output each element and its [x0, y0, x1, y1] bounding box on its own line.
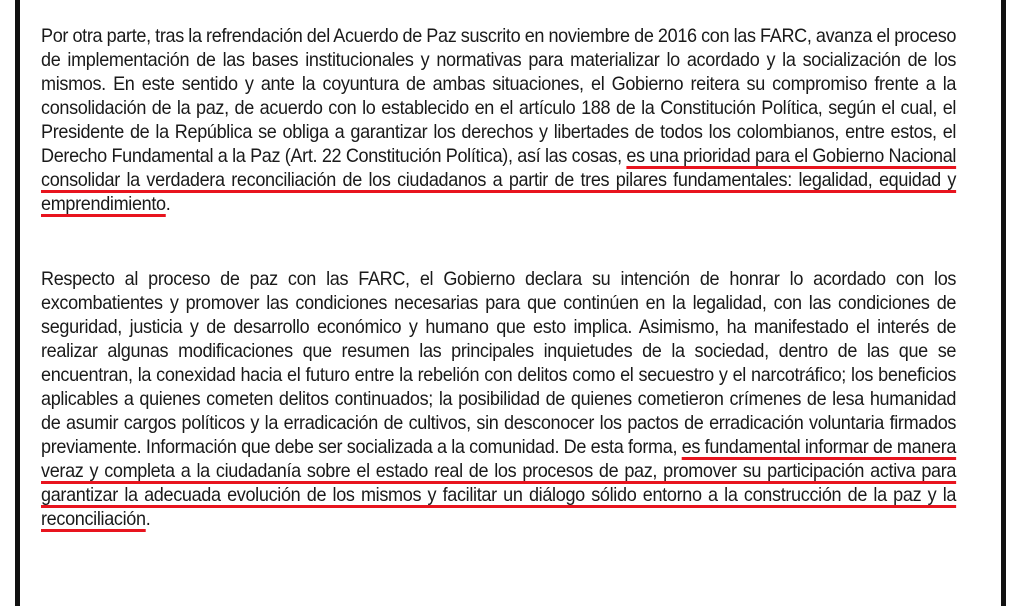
paragraph-1-underlined-text: es una prioridad para el Gobierno Nacional consolidar la verdadera reconciliación de los ciudadanos a partir de tres pilares fundamentales: legalidad, equidad y emprendimiento: [41, 145, 957, 215]
paragraph-1-text: Por otra parte, tras la refrendación del Acuerdo de Paz suscrito en noviembre de 2016 con las FARC, avanza el proceso de implementación de las bases institucionales y normativas para materializar lo acordado y la socialización de los mismos. En este sentido y ante la coyuntura de ambas situaciones, el Gobierno reitera su compromiso frente a la consolidación de la paz, de acuerdo con lo establecido en el artículo 188 de la Constitución Política, según el cual, el Presidente de la República se obliga a garantizar los derechos y libertades de todos los colombianos, entre estos, el Derecho Fundamental a la Paz (Art. 22 Constitución Política), así las cosas,: [41, 25, 957, 167]
paragraph-1: [41, 24, 956, 216]
left-border-line: [15, 0, 20, 606]
paragraph-2: [41, 267, 956, 531]
paragraph-2-end: .: [145, 508, 151, 530]
right-border-line: [1001, 0, 1006, 606]
paragraph-2-text: Respecto al proceso de paz con las FARC, el Gobierno declara su intención de honrar lo acordado con los excombatientes y promover las condiciones necesarias para que continúen en la legalidad, con las condiciones de seguridad, justicia y de desarrollo económico y humano que esto implica. Asimismo, ha manifestado el interés de realizar algunas modificaciones que resumen las principales inquietudes de la sociedad, dentro de las que se encuentran, la conexidad hacia el futuro entre la rebelión con delitos como el secuestro y el narcotráfico; los beneficios aplicables a quienes cometen delitos continuados; la posibilidad de quienes cometieron crímenes de lesa humanidad de asumir cargos políticos y la erradicación de cultivos, sin desconocer los pactos de erradicación voluntaria firmados previamente. Información que debe ser socializada a la comunidad. De esta forma,: [41, 268, 957, 458]
paragraph-2-underlined-text: es fundamental informar de manera veraz y completa a la ciudadanía sobre el estado real de los procesos de paz, promover su participación activa para garantizar la adecuada evolución de los mismos y facilitar un diálogo sólido entorno a la construcción de la paz y la reconciliación: [41, 436, 957, 530]
paragraph-1-end: .: [165, 193, 171, 215]
